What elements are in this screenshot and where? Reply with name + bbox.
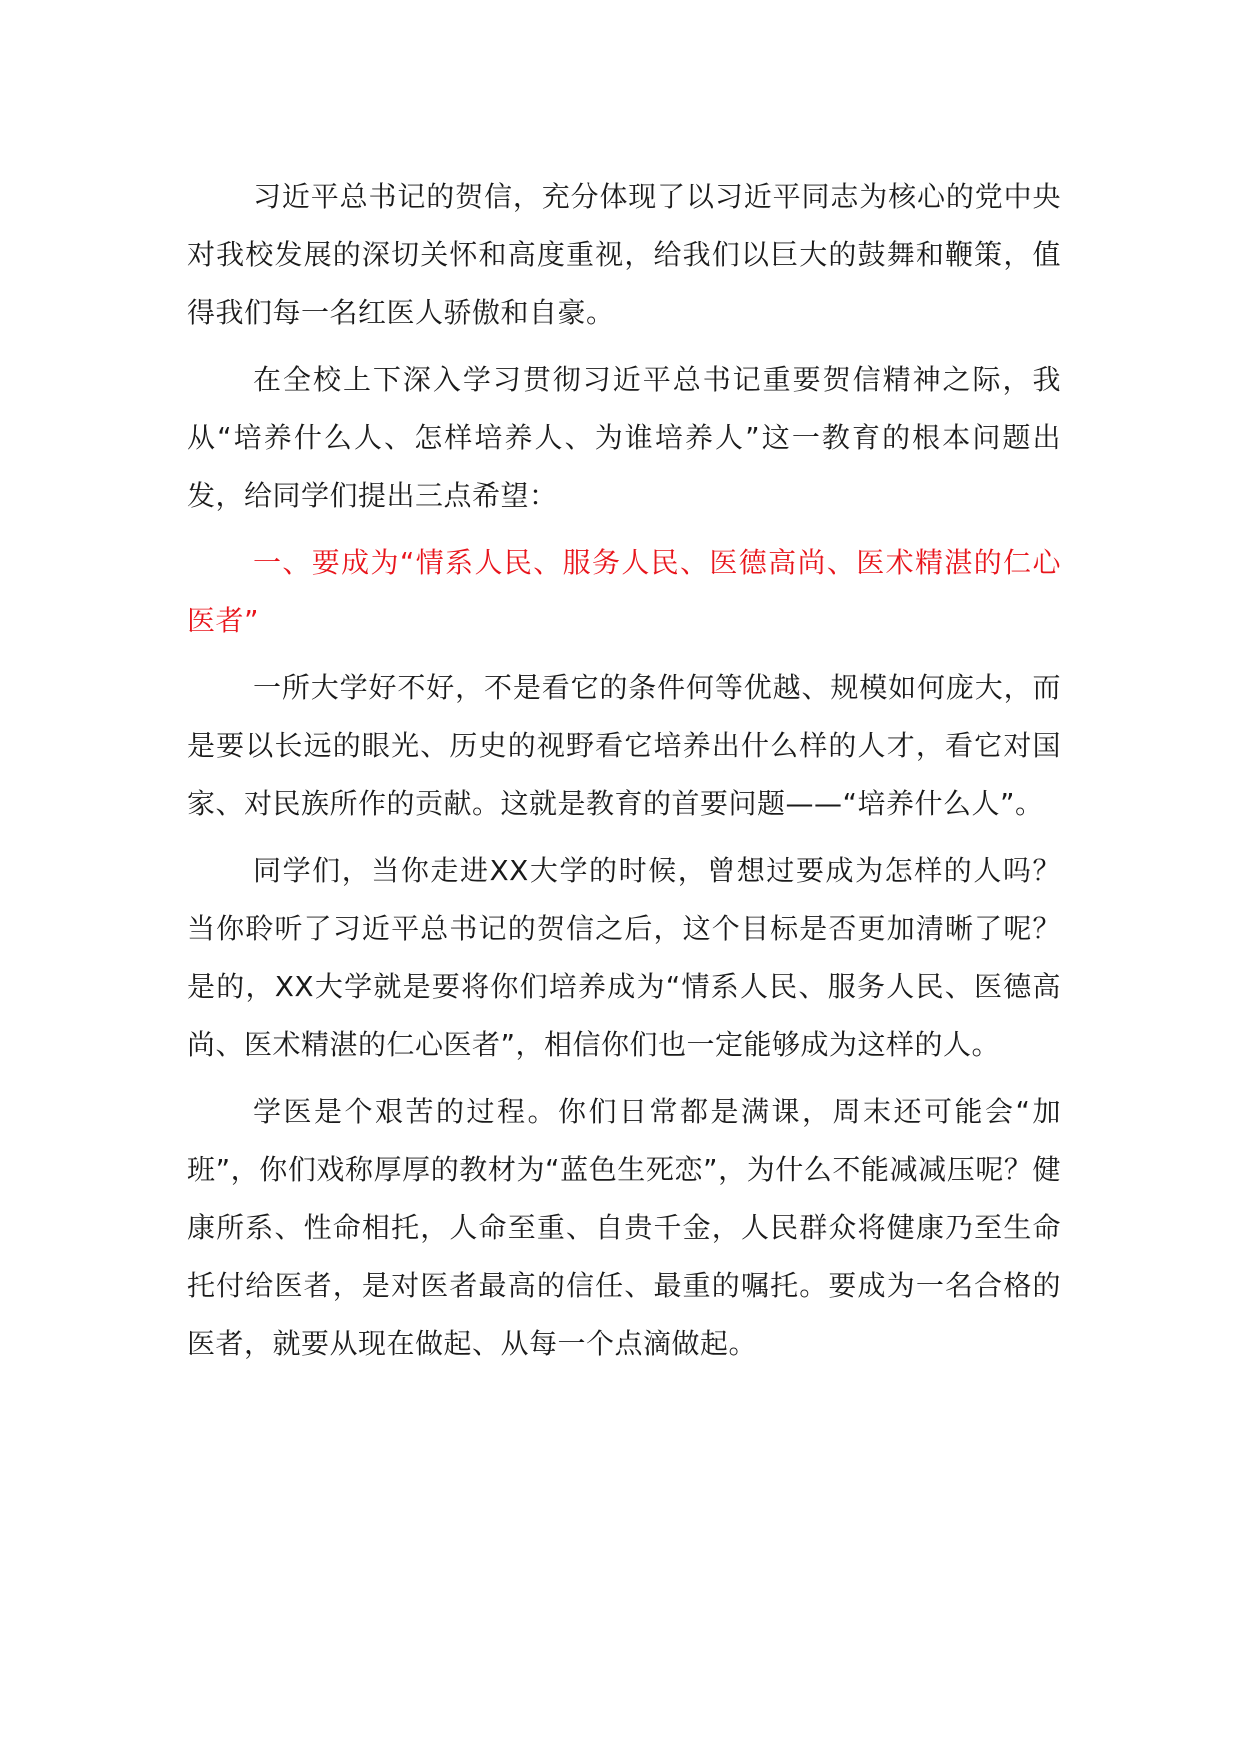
paragraph-congratulatory-letter: 习近平总书记的贺信，充分体现了以习近平同志为核心的党中央对我校发展的深切关怀和高度重视，给我们以巨大的鼓舞和鞭策，值得我们每一名红医人骄傲和自豪。 (187, 180, 1061, 329)
paragraph-three-hopes-intro: 在全校上下深入学习贯彻习近平总书记重要贺信精神之际，我从“培养什么人、怎样培养人、为谁培养人”这一教育的根本问题出发，给同学们提出三点希望： (187, 363, 1061, 512)
paragraph-what-people-to-cultivate: 一所大学好不好，不是看它的条件何等优越、规模如何庞大，而是要以长远的眼光、历史的视野看它培养出什么样的人才，看它对国家、对民族所作的贡献。这就是教育的首要问题——“培养什么人”。 (187, 671, 1061, 820)
section-heading-1: 一、要成为“情系人民、服务人民、医德高尚、医术精湛的仁心医者” (187, 546, 1061, 637)
document-body (187, 168, 1061, 1382)
paragraph-medical-study-hardship: 学医是个艰苦的过程。你们日常都是满课，周末还可能会“加班”，你们戏称厚厚的教材为“蓝色生死恋”，为什么不能减减压呢？健康所系、性命相托，人命至重、自贵千金，人民群众将健康乃至生命托付给医者，是对医者最高的信任、最重的嘱托。要成为一名合格的医者，就要从现在做起、从每一个点滴做起。 (187, 1095, 1061, 1360)
paragraph-students-goal: 同学们，当你走进XX大学的时候，曾想过要成为怎样的人吗？当你聆听了习近平总书记的贺信之后，这个目标是否更加清晰了呢？是的，XX大学就是要将你们培养成为“情系人民、服务人民、医德高尚、医术精湛的仁心医者”，相信你们也一定能够成为这样的人。 (187, 854, 1061, 1061)
